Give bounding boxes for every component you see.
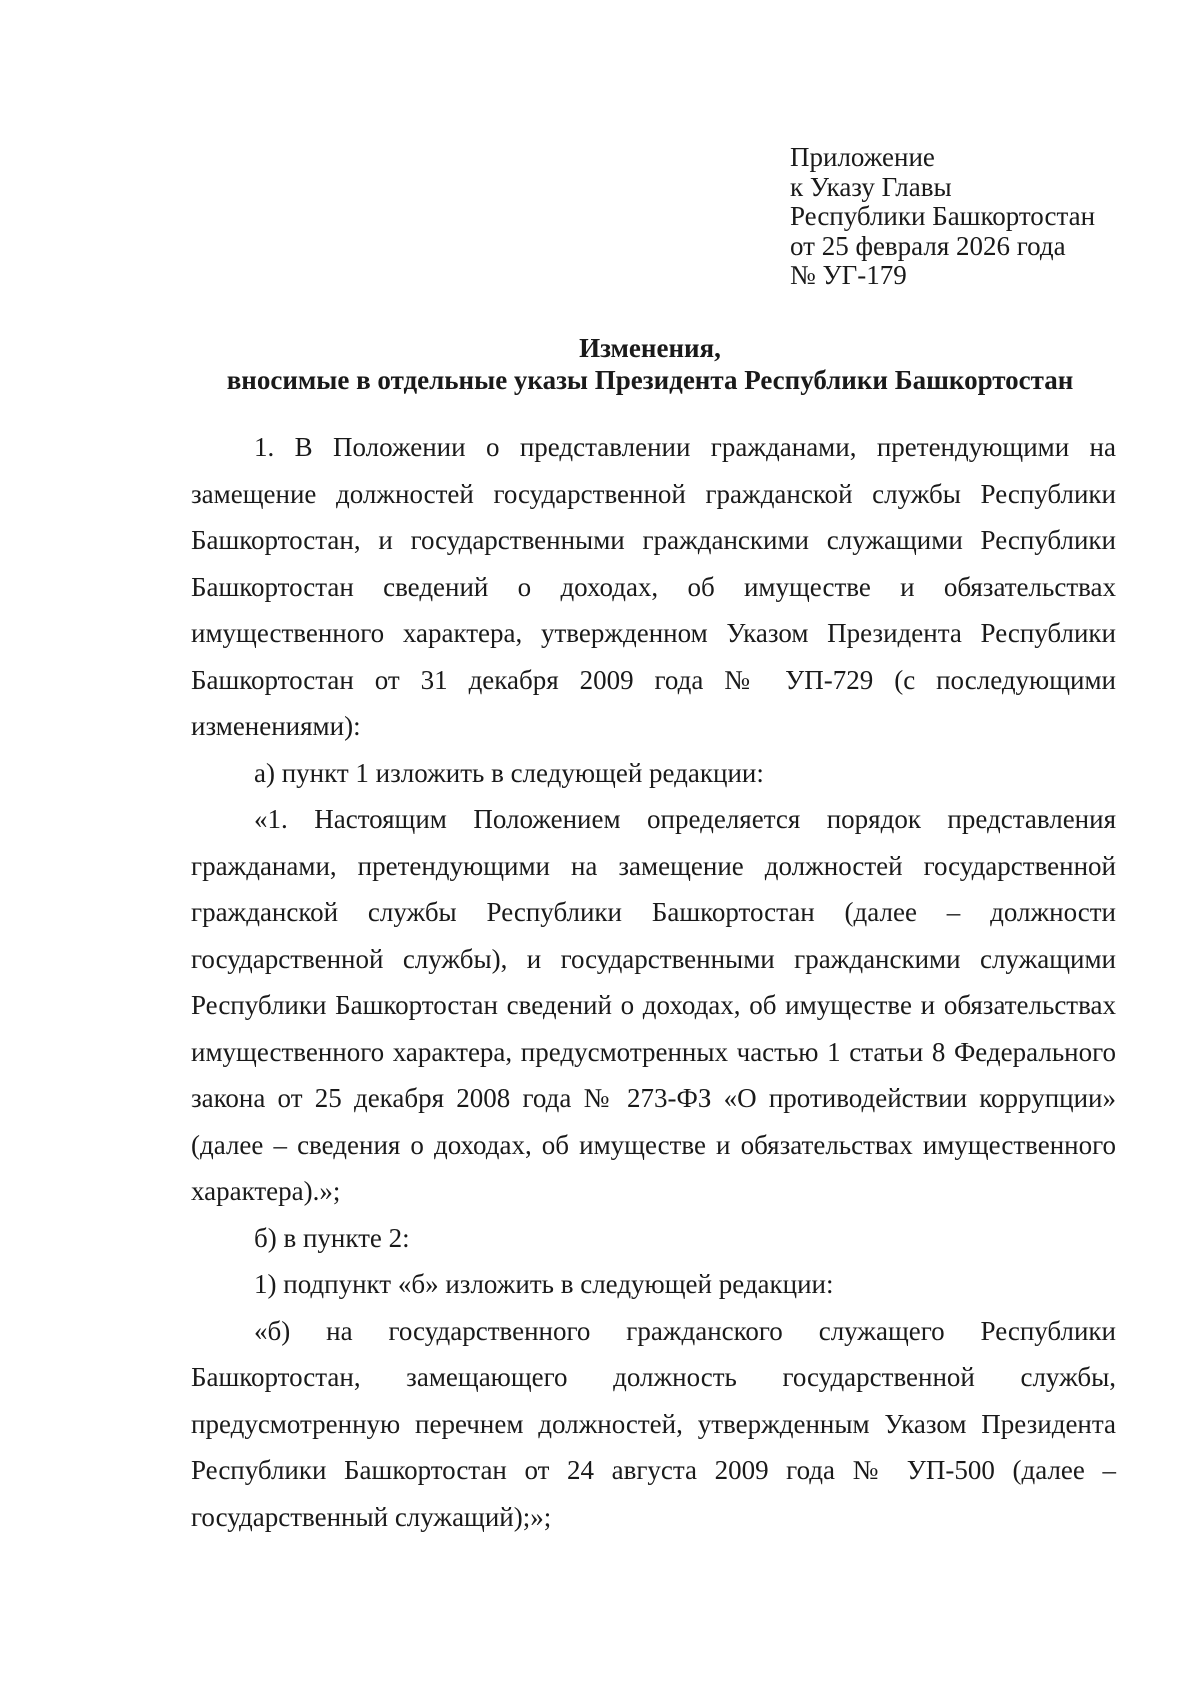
appendix-line: Республики Башкортостан xyxy=(790,201,1096,231)
appendix-line: № УГ-179 xyxy=(790,260,907,290)
paragraph: б) в пункте 2: xyxy=(254,1222,410,1253)
document-body xyxy=(191,424,1116,1540)
appendix-line: к Указу Главы xyxy=(790,171,952,202)
paragraph: а) пункт 1 изложить в следующей редакции: xyxy=(254,757,764,788)
appendix-line: от 25 февраля 2026 года xyxy=(790,230,1066,261)
paragraph: «б) на государственного гражданского служащего Республики Башкортостан, замещающего должность государственной службы, предусмотренную перечнем должностей, утвержденным Указом Президента Республики Башкортостан от 24 августа 2009 года № УП-500 (далее – государственный служащий);»; xyxy=(191,1315,1116,1532)
paragraph: 1. В Положении о представлении гражданами, претендующими на замещение должностей государственной гражданской службы Республики Башкортостан, и государственными гражданскими служащими Республики Башкортостан сведений о доходах, об имуществе и обязательствах имущественного характера, утвержденном Указом Президента Республики Башкортостан от 31 декабря 2009 года № УП-729 (с последующими изменениями): xyxy=(191,432,1116,741)
title-line-2: вносимые в отдельные указы Президента Республики Башкортостан xyxy=(226,365,1074,395)
appendix-line: Приложение xyxy=(790,142,935,172)
title-line-1: Изменения, xyxy=(579,333,721,363)
paragraph: 1) подпункт «б» изложить в следующей редакции: xyxy=(254,1269,834,1299)
document-title xyxy=(180,332,1120,396)
paragraph: «1. Настоящим Положением определяется порядок представления гражданами, претендующими на замещение должностей государственной гражданской службы Республики Башкортостан (далее – должности государственной службы), и государственными гражданскими служащими Республики Башкортостан сведений о доходах, об имуществе и обязательствах имущественного характера, предусмотренных частью 1 статьи 8 Федерального закона от 25 декабря 2008 года № 273-ФЗ «О противодействии коррупции» (далее – сведения о доходах, об имуществе и обязательствах имущественного характера).»; xyxy=(191,804,1116,1206)
appendix-header xyxy=(790,143,1120,291)
